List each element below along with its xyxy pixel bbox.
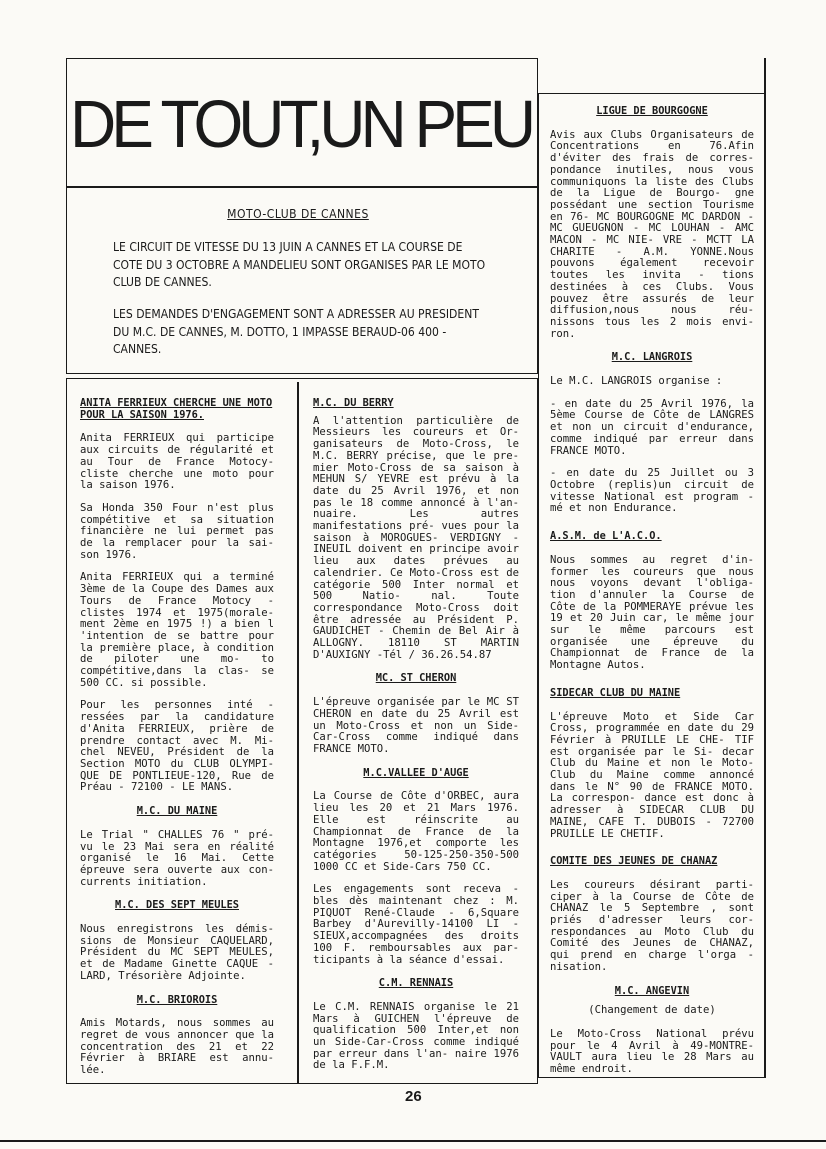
article-title: M.C. DU MAINE: [136, 805, 218, 818]
article-title: ANITA FERRIEUX CHERCHE UNE MOTO POUR LA SAISON 1976.: [80, 397, 273, 421]
article-paragraph: Anita FERRIEUX qui participe aux circuits de régularité et au Tour de France Motocy- cliste cherche une moto pour la saison 1976.: [80, 432, 274, 492]
article-subtitle: (Changement de date): [588, 1004, 716, 1017]
article-title: M.C. LANGROIS: [611, 351, 693, 364]
column-1: [80, 398, 274, 1088]
article-title: A.S.M. de L'A.C.O.: [550, 530, 662, 543]
feature-paragraph: LES DEMANDES D'ENGAGEMENT SONT A ADRESSER AU PRESIDENT DU M.C. DE CANNES, M. DOTTO, 1 IMPASSE BERAUD-06 400 - CANNES.: [113, 306, 479, 356]
article-paragraph: Le Trial " CHALLES 76 " pré- vu le 23 Mai sera en réalité organisé le 16 Mai. Cette épreuve sera ouverte aux con- currents initiation.: [80, 828, 274, 888]
article-title: LIGUE DE BOURGOGNE: [596, 105, 708, 117]
article-paragraph: Le Moto-Cross National prévu pour le 4 Avril à 49-MONTRE- VAULT aura lieu le 28 Mars au même endroit.: [550, 1028, 754, 1076]
article-title: M.C.VALLEE D'AUGE: [363, 766, 469, 779]
article-title: M.C. ANGEVIN: [614, 984, 690, 997]
page-bottom-rule: [0, 1140, 826, 1142]
article-title: C.M. RENNAIS: [378, 977, 454, 990]
page-headline: DE TOUT,UN PEU: [70, 86, 532, 162]
article-paragraph: La Course de Côte d'ORBEC, aura lieu les 20 et 21 Mars 1976. Elle est réinscrite au Championnat de France de la Montagne 1976,et comporte les catégories 50-125-250-350-500 1000 CC et Side-Cars 750 CC.: [313, 790, 519, 873]
article-paragraph: Avis aux Clubs Organisateurs de Concentrations en 76.Afin d'éviter des frais de corres- pondance inutiles, nous vous communiquons la liste des Clubs de la Ligue de Bourgo- gne possédant une section Tourisme en 76- MC BOURGOGNE MC DARDON - MC GUEUGNON - MC LOUHAN - AMC MACON - MC NIE- VRE - MCTT LA CHARITE - A.M. YONNE.Nous pouvons également recevoir toutes les invita - tions destinées à ces Clubs. Vous pouvez être assurés de leur diffusion,nous nous réu- nissons tous les 2 mois envi- ron.: [550, 128, 754, 340]
article-paragraph: Les engagements sont receva - bles dès maintenant chez : M. PIQUOT René-Claude - 6,Square Barbey d'Aurevilly-14100 LI - SIEUX,accompagnées des droits 100 F. remboursables aux par- ticipants à la séance d'essai.: [313, 883, 519, 966]
article-paragraph: Anita FERRIEUX qui a terminé 3ème de la Coupe des Dames aux Tours de France Motocy - clistes 1974 et 1975(morale- ment 2ème en 1975 !) a bien l 'intention de se battre pour la première place, à condition de piloter une mo- to compétitive,dans la clas- se 500 CC. si possible.: [80, 571, 274, 689]
article-paragraph: Amis Motards, nous sommes au regret de vous annoncer que la concentration des 21 et 22 Février à BRIARE est annu- lée.: [80, 1017, 274, 1077]
article-title: SIDECAR CLUB DU MAINE: [550, 686, 681, 699]
article-paragraph: Nous enregistrons les démis- sions de Monsieur CAQUELARD, Président du MC SEPT MEULES, et de Madame Ginette CAQUE - LARD, Trésorière Adjointe.: [80, 923, 274, 982]
article-paragraph: Le M.C. LANGROIS organise :: [550, 375, 723, 388]
page-number: 26: [405, 1088, 422, 1105]
article-paragraph: - en date du 25 Avril 1976, la 5ème Course de Côte de LANGRES et non un circuit d'endurance, comme indiqué par erreur dans FRANCE MOTO.: [550, 397, 754, 457]
article-paragraph: Sa Honda 350 Four n'est plus compétitive et sa situation financière ne lui permet pas de la remplacer pour la sai- son 1976.: [80, 501, 274, 561]
article-paragraph: Le C.M. RENNAIS organise le 21 Mars à GUICHEN l'épreuve de qualification 500 Inter,et non un Side-Car-Cross comme indiqué par erreur dans l'an- naire 1976 de la F.F.M.: [313, 1000, 519, 1072]
article-paragraph: Nous sommes au regret d'in- former les coureurs que nous nous voyons devant l'obliga- tion d'annuler la Course de Côte de la POMMERAYE prévue les 19 et 20 Juin car, le même jour sur le même parcours est organisée une épreuve du Championnat de France de la Montagne Autos.: [550, 553, 754, 672]
column-2: [313, 398, 519, 1083]
article-title: M.C. DES SEPT MEULES: [115, 899, 239, 912]
article-title: MC. ST CHERON: [375, 672, 457, 685]
page-right-rule: [764, 58, 766, 1078]
article-paragraph: A l'attention particulière de Messieurs les coureurs et Or- ganisateurs de Moto-Cross, le M.C. BERRY précise, que le pre- mier Moto-Cross de sa saison à MEHUN S/ YEVRE est prévu à la date du 25 Avril 1976, et non pas le 18 comme annoncé à l'an- nuaire. Les autres manifestations pré- vues pour la saison à MOROGUES- VERDIGNY - INEUIL doivent en principe avoir lieu aux dates prévues au calendrier. Ce Moto-Cross est de catégorie 500 Inter normal et 500 Natio- nal. Toute correspondance Moto-Cross doit être adressée au Président P. GAUDICHET - Chemin de Bel Air à ALLOGNY. 18110 ST MARTIN D'AUXIGNY -Tél / 36.26.54.87: [313, 414, 519, 661]
article-paragraph: Les coureurs désirant parti- ciper à la Course de Côte de CHANAZ le 5 Septembre , sont priés d'adresser leurs cor- respondances au Moto Club du Comité des Jeunes de CHANAZ, qui prend en charge l'orga - nisation.: [550, 878, 754, 973]
article-paragraph: L'épreuve Moto et Side Car Cross, programmée en date du 29 Février à PRUILLE LE CHE- TIF est organisée par le Si- decar Club du Maine et non le Moto-Club du Maine comme annoncé dans le N° 90 de FRANCE MOTO. La correspon- dance est donc à adresser à SIDECAR CLUB DU MAINE, CAFE T. DUBOIS - 72700 PRUILLE LE CHETIF.: [550, 710, 754, 840]
column-3: [550, 106, 754, 1087]
column-divider: [297, 382, 299, 1084]
article-paragraph: Pour les personnes inté - ressées par la candidature d'Anita FERRIEUX, prière de prendre contact avec M. Mi- chel NEVEU, Président de la Section MOTO du CLUB OLYMPI- QUE DE PONTLIEUE-120, Rue de Préau - 72100 - LE MANS.: [80, 699, 274, 794]
feature-paragraph: LE CIRCUIT DE VITESSE DU 13 JUIN A CANNES ET LA COURSE DE COTE DU 3 OCTOBRE A MANDELIEU SONT ORGANISES PAR LE MOTO CLUB DE CANNES.: [113, 239, 486, 289]
article-paragraph: - en date du 25 Juillet ou 3 Octobre (replis)un circuit de vitesse National est program - mé et non Endurance.: [550, 467, 754, 515]
headline-divider: [66, 186, 538, 188]
article-title: M.C. BRIOROIS: [136, 993, 218, 1006]
article-paragraph: L'épreuve organisée par le MC ST CHERON en date du 25 Avril est un Moto-Cross et non un Side-Car-Cross comme indiqué dans FRANCE MOTO.: [313, 696, 519, 755]
article-title: M.C. DU BERRY: [313, 397, 394, 409]
article-title: COMITE DES JEUNES DE CHANAZ: [550, 855, 718, 868]
feature-title: MOTO-CLUB DE CANNES: [227, 207, 369, 221]
